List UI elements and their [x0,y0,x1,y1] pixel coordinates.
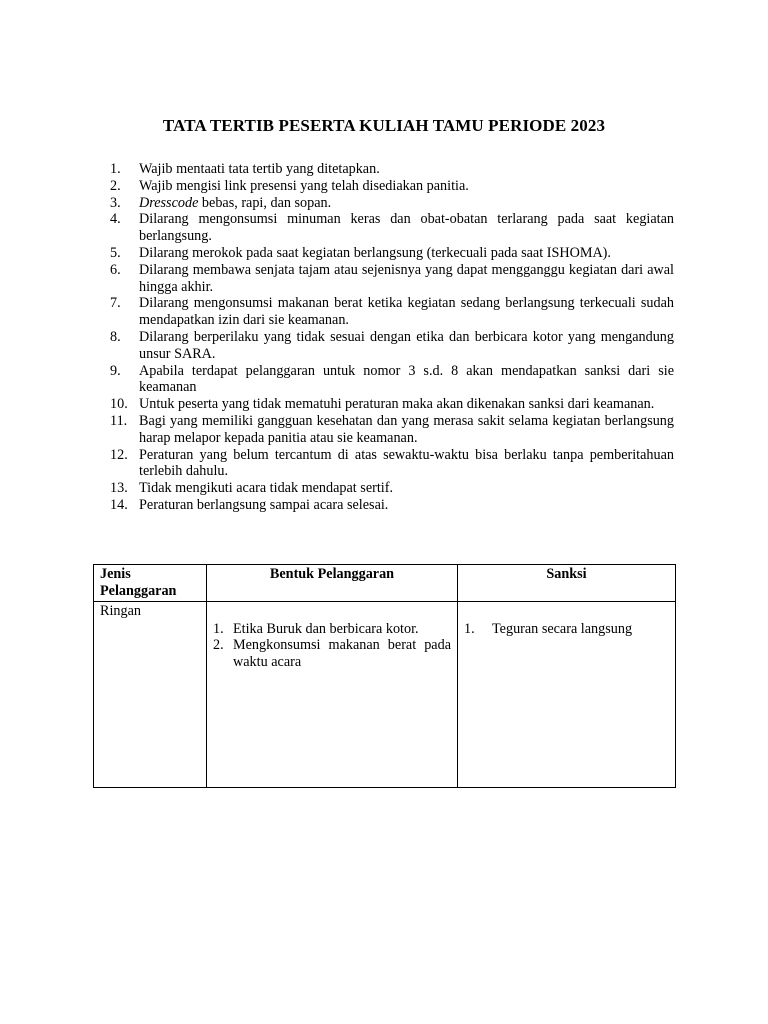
rule-item: 10. Untuk peserta yang tidak mematuhi peraturan maka akan dikenakan sanksi dari keamanan. [110,396,674,413]
table-row [94,601,676,787]
cell-jenis: Ringan [94,601,207,787]
rule-item: 6. Dilarang membawa senjata tajam atau sejenisnya yang dapat mengganggu kegiatan dari awal hingga akhir. [110,261,674,295]
rule-text: Peraturan berlangsung sampai acara selesai. [139,496,389,513]
rule-item: 3. Dresscode bebas, rapi, dan sopan. [110,195,674,212]
bentuk-list [213,621,451,671]
rule-item: 5. Dilarang merokok pada saat kegiatan berlangsung (terkecuali pada saat ISHOMA). [110,245,674,262]
list-item: 1. Teguran secara langsung [464,620,633,637]
table-header-row [94,565,676,602]
rule-text: Wajib mentaati tata tertib yang ditetapkan. [139,161,380,177]
rule-text: Bagi yang memiliki gangguan kesehatan dan yang merasa sakit selama kegiatan berlangsung harap melapor kepada panitia atau sie keamanan. [139,412,674,446]
header-sanksi: Sanksi [458,565,676,602]
rules-list [110,161,674,514]
rule-item: 13. Tidak mengikuti acara tidak mendapat sertif. [110,480,674,497]
sanksi-list [464,621,669,638]
document-title: TATA TERTIB PESERTA KULIAH TAMU PERIODE 2023 [162,116,606,135]
rule-item: 14. Peraturan berlangsung sampai acara selesai. [110,497,674,514]
rule-text: Peraturan yang belum tercantum di atas sewaktu-waktu bisa berlaku tanpa pemberitahuan terlebih dahulu. [139,446,674,480]
rule-text: Dilarang merokok pada saat kegiatan berlangsung (terkecuali pada saat ISHOMA). [139,244,611,261]
rule-text: Dilarang mengonsumsi minuman keras dan obat-obatan terlarang pada saat kegiatan berlangsung. [139,211,674,245]
rule-text: Dresscode bebas, rapi, dan sopan. [139,194,332,211]
rule-text: Dilarang membawa senjata tajam atau sejenisnya yang dapat mengganggu kegiatan dari awal hingga akhir. [139,261,674,295]
rule-text: Wajib mengisi link presensi yang telah disediakan panitia. [139,177,469,194]
rule-item: 1. Wajib mentaati tata tertib yang ditetapkan. [110,161,674,178]
header-bentuk: Bentuk Pelanggaran [207,565,458,602]
rule-item: 4. Dilarang mengonsumsi minuman keras dan obat-obatan terlarang pada saat kegiatan berlangsung. [110,211,674,245]
dresscode-term: Dresscode [139,194,199,211]
rule-item: 12. Peraturan yang belum tercantum di atas sewaktu-waktu bisa berlaku tanpa pemberitahuan terlebih dahulu. [110,446,674,480]
list-item: 2. Mengkonsumsi makanan berat pada waktu acara [213,637,451,671]
list-item: 1. Etika Buruk dan berbicara kotor. [213,620,419,637]
rule-text: Untuk peserta yang tidak mematuhi peraturan maka akan dikenakan sanksi dari keamanan. [139,396,655,413]
rule-text: Apabila terdapat pelanggaran untuk nomor 3 s.d. 8 akan mendapatkan sanksi dari sie keamanan [139,362,674,396]
rule-text: Dilarang berperilaku yang tidak sesuai dengan etika dan berbicara kotor yang mengandung unsur SARA. [139,328,674,362]
rule-item: 8. Dilarang berperilaku yang tidak sesuai dengan etika dan berbicara kotor yang mengandung unsur SARA. [110,328,674,362]
sanctions-table [93,564,676,788]
rule-item: 9. Apabila terdapat pelanggaran untuk nomor 3 s.d. 8 akan mendapatkan sanksi dari sie keamanan [110,362,674,396]
rule-text: Tidak mengikuti acara tidak mendapat sertif. [139,480,393,497]
header-jenis: Jenis Pelanggaran [94,565,207,602]
rule-item: 2. Wajib mengisi link presensi yang telah disediakan panitia. [110,178,674,195]
rule-item: 11. Bagi yang memiliki gangguan kesehatan dan yang merasa sakit selama kegiatan berlangsung harap melapor kepada panitia atau sie keamanan. [110,412,674,446]
cell-sanksi [458,601,676,787]
rule-text: Dilarang mengonsumsi makanan berat ketika kegiatan sedang berlangsung terkecuali sudah mendapatkan izin dari sie keamanan. [139,295,674,329]
rule-item: 7. Dilarang mengonsumsi makanan berat ketika kegiatan sedang berlangsung terkecuali sudah mendapatkan izin dari sie keamanan. [110,295,674,329]
cell-bentuk [207,601,458,787]
